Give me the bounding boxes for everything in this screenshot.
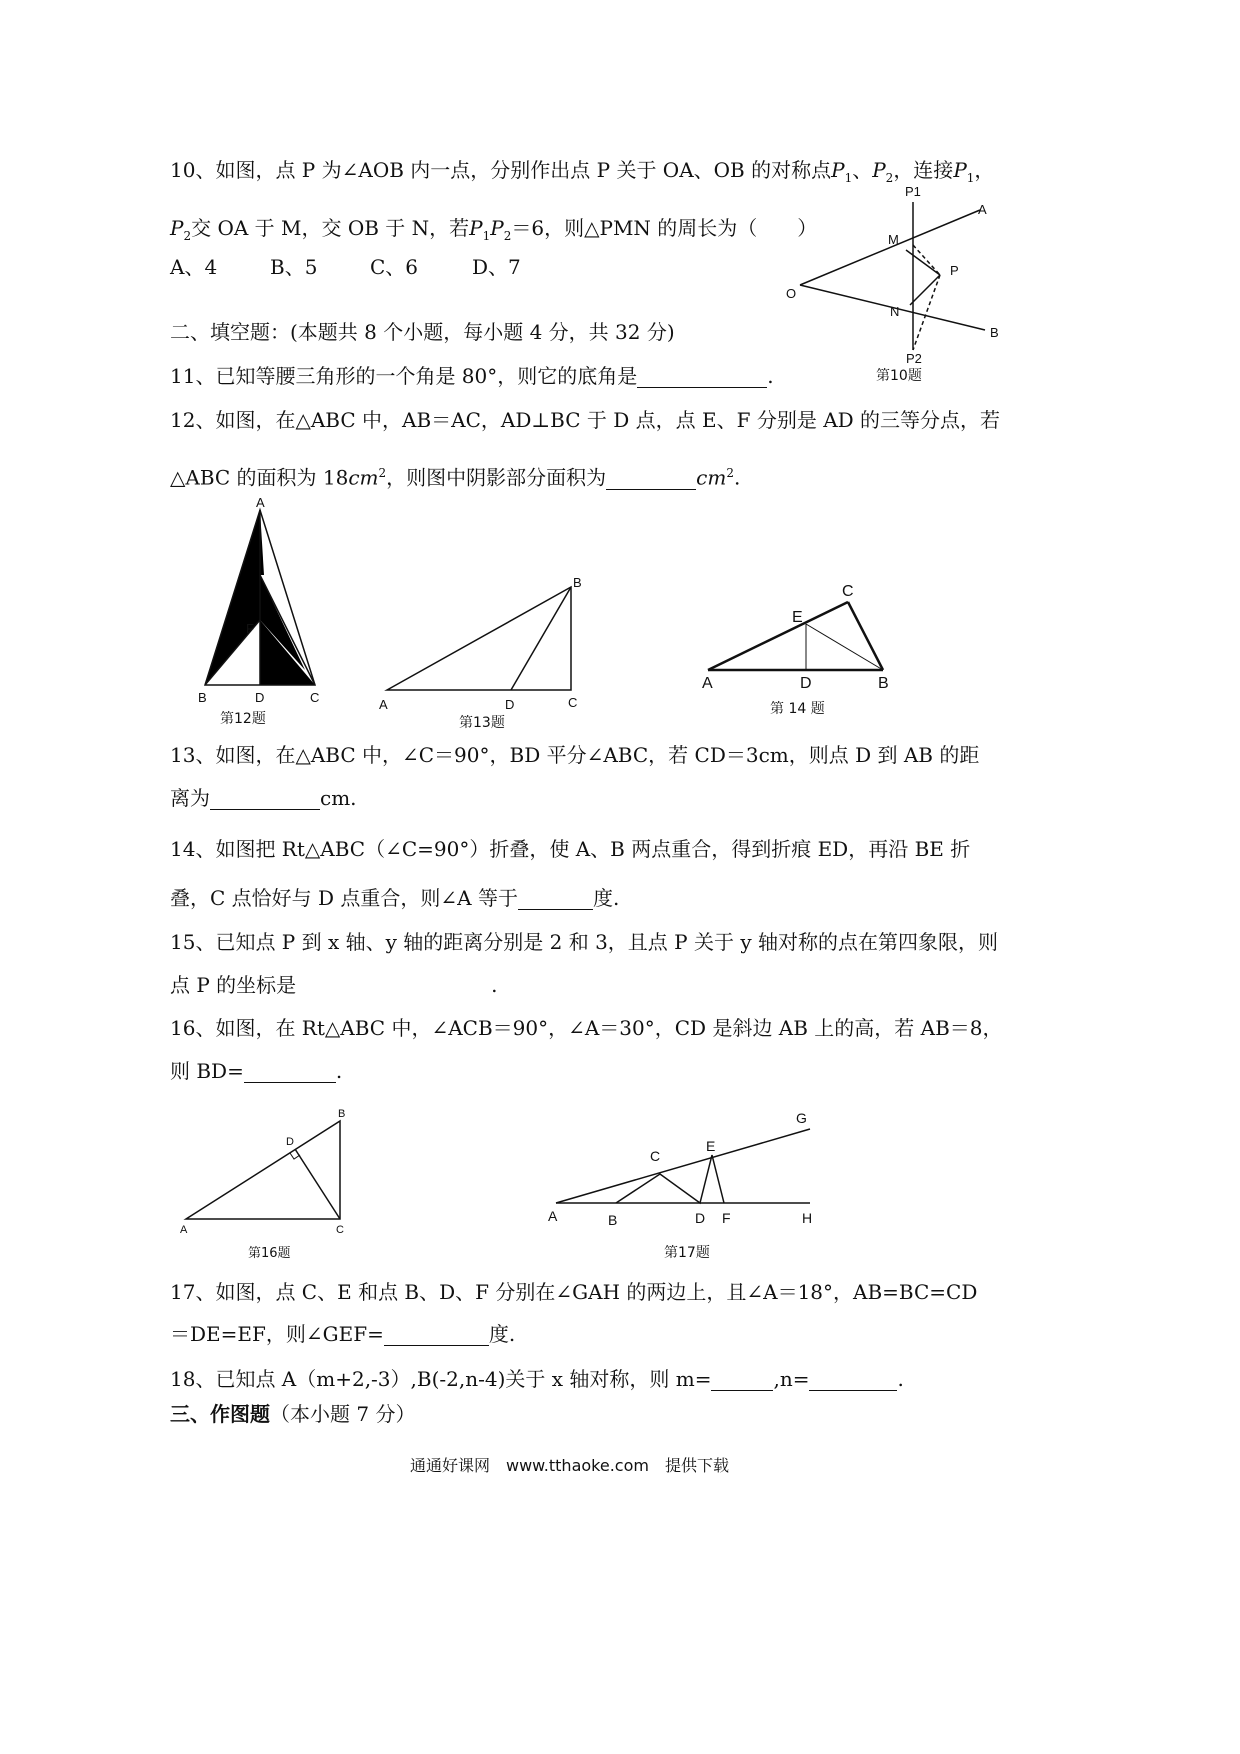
segment-np: [910, 275, 940, 305]
q10-line2: $P_2$交 OA 于 M，交 OB 于 N，若$P_1P_2=6$，则△PMN 的周长为（ ）: [170, 216, 818, 243]
fig17-label-a: A: [548, 1208, 558, 1224]
fig14-label-b: B: [878, 675, 889, 692]
segment-mp: [906, 250, 940, 275]
q10-line1: 10、如图，点 P 为∠AOB 内一点，分别作出点 P 关于 OA、OB 的对称点$P_1$、$P_2$，连接$P_1$，: [170, 158, 995, 185]
fig16-label-b: B: [338, 1108, 346, 1120]
fig14-label-d: D: [800, 675, 812, 692]
segment-cd: [295, 1149, 340, 1219]
q16-answer-blank[interactable]: [244, 1062, 336, 1083]
figure-14: [700, 580, 900, 720]
q15-line2: 点 P 的坐标是 .: [170, 973, 498, 997]
q16-line2: 则 BD= .: [170, 1059, 343, 1083]
fig16-label-a: A: [180, 1224, 188, 1236]
fig12-label-c: C: [310, 690, 320, 705]
option-a: A、4: [170, 255, 218, 279]
triangle-abc: [387, 587, 571, 690]
fig10-caption: 第10题: [876, 368, 922, 384]
option-b: B、5: [270, 255, 318, 279]
fig12-label-b: B: [198, 690, 207, 705]
q17-line1: 17、如图，点 C、E 和点 B、D、F 分别在∠GAH 的两边上，且∠A＝18°，AB=BC=CD: [170, 1280, 978, 1304]
q14-answer-blank[interactable]: [518, 889, 593, 910]
q14-line1: 14、如图把 Rt△ABC（∠C=90°）折叠，使 A、B 两点重合，得到折痕 ED，再沿 BE 折: [170, 837, 971, 861]
figure-16: [170, 1105, 370, 1265]
triangle-abc: [186, 1121, 340, 1219]
fig17-label-g: G: [796, 1110, 807, 1126]
q12-answer-blank[interactable]: [606, 469, 696, 490]
q16-line1: 16、如图，在 Rt△ABC 中，∠ACB＝90°，∠A＝30°，CD 是斜边 AB 上的高，若 AB＝8，: [170, 1016, 1003, 1040]
q15-line1: 15、已知点 P 到 x 轴、y 轴的距离分别是 2 和 3，且点 P 关于 y 轴对称的点在第四象限，则: [170, 930, 998, 954]
fig12-caption: 第12题: [220, 711, 266, 727]
fig10-label-p2: P2: [906, 351, 922, 366]
q12-line1: 12、如图，在△ABC 中，AB＝AC，AD⊥BC 于 D 点，点 E、F 分别是 AD 的三等分点，若: [170, 408, 1001, 432]
fig14-label-a: A: [702, 675, 713, 692]
fig12-label-a: A: [256, 495, 265, 510]
footer: 通通好课网 www.tthaoke.com 提供下载: [410, 1456, 729, 1475]
fig10-label-a: A: [978, 202, 987, 217]
q13-line2: 离为 cm.: [170, 786, 357, 810]
fig12-label-d: D: [255, 690, 265, 705]
fig17-label-d: D: [695, 1210, 706, 1226]
q18-m-blank[interactable]: [711, 1370, 773, 1391]
section-3-heading: 三、作图题（本小题 7 分）: [170, 1402, 416, 1426]
fig13-label-a: A: [379, 697, 388, 712]
q11-answer-blank[interactable]: [637, 367, 767, 388]
q13-answer-blank[interactable]: [210, 789, 320, 810]
fig12-label-e: E: [264, 569, 273, 584]
q13-line1: 13、如图，在△ABC 中，∠C＝90°，BD 平分∠ABC，若 CD＝3cm，则点 D 到 AB 的距: [170, 743, 980, 767]
fig14-label-c: C: [842, 583, 854, 600]
segment-pp2: [913, 275, 940, 350]
q10-options: [170, 255, 521, 279]
fig16-caption: 第16题: [248, 1246, 291, 1261]
fig14-label-e: E: [792, 609, 803, 626]
q11: 11、已知等腰三角形的一个角是 80°，则它的底角是 .: [170, 364, 774, 388]
fig12-label-f: F: [246, 621, 254, 636]
fig10-label-n: N: [890, 304, 900, 319]
zigzag-bcdef: [616, 1155, 724, 1203]
q14-line2: 叠，C 点恰好与 D 点重合，则∠A 等于 度.: [170, 886, 620, 910]
figure-10: [780, 180, 1010, 384]
fig17-label-e: E: [706, 1138, 716, 1154]
option-c: C、6: [370, 255, 419, 279]
fig10-label-b: B: [990, 325, 999, 340]
fig10-label-o: O: [786, 286, 797, 301]
fig13-label-d: D: [505, 697, 515, 712]
fig17-caption: 第17题: [664, 1245, 710, 1261]
fig17-label-h: H: [802, 1210, 813, 1226]
q18-n-blank[interactable]: [809, 1370, 897, 1391]
figure-12: [190, 495, 330, 730]
fig13-label-c: C: [568, 695, 578, 710]
fig10-label-p1: P1: [905, 184, 921, 199]
figure-17: [540, 1105, 830, 1265]
fig17-label-f: F: [722, 1210, 731, 1226]
figure-13: [375, 575, 595, 735]
fig13-caption: 第13题: [459, 715, 505, 731]
fig10-label-p: P: [950, 263, 959, 278]
q17-line2: ＝DE=EF，则∠GEF= 度.: [170, 1322, 516, 1346]
q17-answer-blank[interactable]: [384, 1325, 489, 1346]
fig10-label-m: M: [888, 232, 899, 247]
q12-line2: △ABC 的面积为 $18cm^2$，则图中阴影部分面积为 $cm^2$.: [170, 465, 741, 490]
fig16-label-d: D: [286, 1136, 294, 1148]
option-d: D、7: [472, 255, 521, 279]
ray-ag: [556, 1129, 810, 1203]
fig17-label-b: B: [608, 1212, 618, 1228]
fig17-label-c: C: [650, 1148, 661, 1164]
segment-bd: [511, 587, 571, 690]
section-2-heading: 二、填空题：(本题共 8 个小题，每小题 4 分，共 32 分): [170, 320, 675, 344]
q18: 18、已知点 A（m+2,-3）,B(-2,n-4)关于 x 轴对称，则 m= ,n= .: [170, 1367, 904, 1391]
fig14-caption: 第 14 题: [770, 701, 825, 717]
fig16-label-c: C: [336, 1224, 344, 1236]
segment-p1p: [913, 245, 940, 275]
fig13-label-b: B: [573, 575, 582, 590]
